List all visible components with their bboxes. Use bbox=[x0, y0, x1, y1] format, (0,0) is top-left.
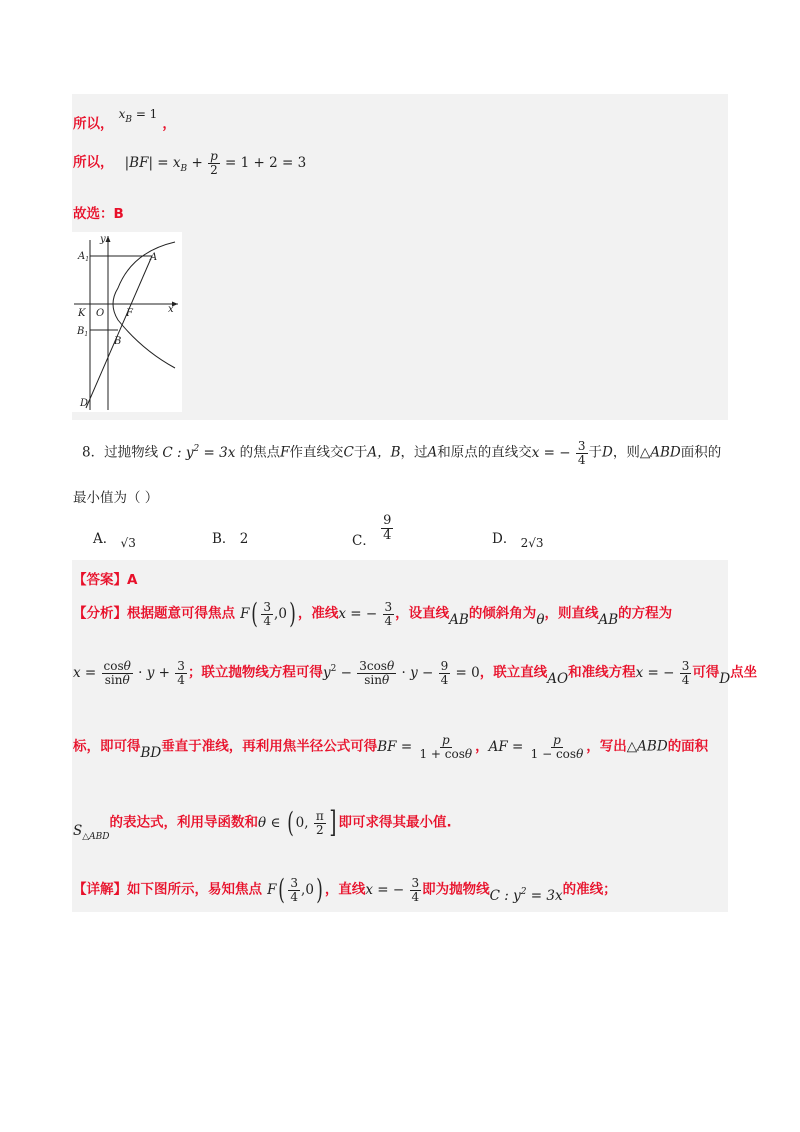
analysis-line-2 bbox=[73, 660, 757, 686]
choice-text: 故选：B bbox=[73, 206, 124, 222]
analysis-t15: 的面积 bbox=[667, 738, 709, 755]
label-y: y bbox=[100, 234, 106, 245]
analysis-t1: 根据题意可得焦点 bbox=[127, 605, 235, 622]
ab-symbol-2: AB bbox=[598, 611, 619, 628]
analysis-t16: 的表达式，利用导函数和 bbox=[109, 814, 259, 831]
so-label: 所以， bbox=[73, 116, 114, 132]
bf-formula: BF = $\frac{p}{1 + \cos\theta}$ bbox=[377, 733, 473, 761]
label-b: B bbox=[114, 336, 122, 347]
option-c-label: C． bbox=[352, 532, 376, 549]
triangle-abd-2: △ABD bbox=[626, 738, 668, 755]
directrix-eq-2: x = − $\frac{3}{4}$ bbox=[635, 659, 690, 687]
analysis-t5: ，则直线 bbox=[544, 605, 599, 622]
label-a1: $A_1$ bbox=[78, 251, 90, 263]
option-a[interactable] bbox=[93, 527, 136, 550]
question-number: 8． bbox=[82, 444, 105, 461]
points-ab: A，B bbox=[367, 444, 401, 461]
point-d: D bbox=[602, 444, 613, 461]
d-symbol: D bbox=[719, 670, 731, 687]
solution-line-2 bbox=[73, 150, 306, 176]
detail-line bbox=[73, 873, 617, 906]
focus-coords-2: F( $\frac{3}{4}$ ,0) bbox=[267, 873, 323, 906]
comma-sep: ， bbox=[475, 738, 489, 755]
parabola-eq-2: C : y2 = 3x bbox=[489, 886, 563, 904]
question-text-e: ，过 bbox=[400, 444, 428, 461]
option-c-den: 4 bbox=[383, 527, 392, 543]
analysis-t6: 的方程为 bbox=[618, 605, 673, 622]
bf-equation: $|BF| = x_B$ + $\frac{p}{2}$ = 1 + 2 = 3 bbox=[124, 149, 307, 177]
comma: ， bbox=[162, 116, 176, 132]
analysis-t3: ，设直线 bbox=[395, 605, 450, 622]
option-c-value bbox=[381, 514, 393, 542]
theta-symbol: θ bbox=[536, 611, 545, 628]
detail-t4: 的准线； bbox=[562, 881, 617, 898]
answer-tag: 【答案】 bbox=[73, 572, 127, 588]
directrix-eq-3: x = − $\frac{3}{4}$ bbox=[365, 875, 420, 904]
analysis-t9: 和准线方程 bbox=[568, 664, 636, 681]
question-text-h: ，则 bbox=[612, 444, 640, 461]
question-text-b: 的焦点 bbox=[239, 444, 281, 461]
option-b-label: B． bbox=[212, 531, 236, 547]
question-text-g: 于 bbox=[588, 444, 603, 461]
analysis-t10: 可得 bbox=[692, 664, 720, 681]
analysis-t2: ，准线 bbox=[297, 605, 339, 622]
detail-t2: ，直线 bbox=[324, 881, 366, 898]
bd-symbol: BD bbox=[140, 744, 162, 761]
parabola-figure bbox=[72, 232, 182, 412]
quadratic-eq: $y^2$ − $\frac{3\cos\theta}{\sin\theta}$ · y − $\frac{9}{4}$ = 0 bbox=[322, 659, 480, 687]
detail-tag: 【详解】 bbox=[73, 881, 127, 898]
option-c[interactable] bbox=[352, 513, 394, 549]
option-b[interactable] bbox=[212, 527, 248, 547]
af-formula: AF = $\frac{p}{1 - \cos\theta}$ bbox=[488, 733, 584, 761]
option-a-value: √3 bbox=[120, 536, 136, 550]
label-x: x bbox=[168, 304, 174, 315]
analysis-line-4 bbox=[73, 805, 452, 842]
question-line-2: 最小值为（ ） bbox=[73, 490, 159, 506]
option-b-value: 2 bbox=[239, 531, 249, 547]
label-k: K bbox=[78, 308, 86, 319]
question-text-i: 面积的 bbox=[680, 444, 722, 461]
so-label: 所以， bbox=[73, 154, 114, 171]
parabola-eq: C : $y^2 = 3x$ bbox=[158, 443, 240, 461]
analysis-t4: 的倾斜角为 bbox=[468, 605, 537, 622]
detail-t3: 即为抛物线 bbox=[422, 881, 490, 898]
line-equation: x = − $\frac{3}{4}$ bbox=[531, 439, 586, 467]
point-a: A bbox=[427, 444, 438, 461]
question-line-1 bbox=[82, 440, 721, 466]
analysis-t7: ；联立抛物线方程可得 bbox=[187, 664, 323, 681]
focus-coords: F( $\frac{3}{4}$ ,0) bbox=[240, 597, 296, 630]
label-f: F bbox=[126, 308, 133, 319]
triangle-abd: △ABD bbox=[639, 444, 681, 461]
label-b1: $B_1$ bbox=[77, 326, 89, 338]
question-text-a: 过抛物线 bbox=[104, 444, 159, 461]
analysis-line-1 bbox=[73, 597, 673, 630]
question-text-d: 于 bbox=[353, 444, 368, 461]
curve-symbol: C bbox=[343, 444, 354, 461]
focus-symbol: F bbox=[280, 444, 290, 461]
label-d: D bbox=[80, 398, 89, 409]
option-d-label: D． bbox=[492, 531, 517, 547]
option-d[interactable] bbox=[492, 527, 544, 550]
analysis-t8: ，联立直线 bbox=[479, 664, 548, 681]
analysis-tag: 【分析】 bbox=[73, 605, 127, 622]
label-a: A bbox=[150, 252, 158, 263]
xb-equation: $x_B = 1$ bbox=[118, 107, 158, 125]
theta-range: θ ∈ ( 0, $\frac{\pi}{2}$ ] bbox=[258, 805, 337, 840]
answer-line bbox=[73, 568, 137, 588]
analysis-line-3 bbox=[73, 734, 708, 760]
analysis-t11: 点坐 bbox=[730, 664, 758, 681]
ab-symbol: AB bbox=[449, 611, 469, 628]
analysis-t13: 垂直于准线，再利用焦半径公式可得 bbox=[161, 738, 378, 755]
solution-line-1 bbox=[73, 104, 176, 132]
directrix-eq: x = − $\frac{3}{4}$ bbox=[338, 599, 393, 628]
question-text-f: 和原点的直线交 bbox=[437, 444, 532, 461]
detail-t1: 如下图所示，易知焦点 bbox=[127, 881, 262, 898]
ao-symbol: AO bbox=[547, 670, 569, 687]
line-ab-eq: x = $\frac{\cos\theta}{\sin\theta}$ · y + $\frac{3}{4}$ bbox=[73, 659, 185, 687]
option-d-value: 2√3 bbox=[520, 536, 544, 550]
question-text-c: 作直线交 bbox=[289, 444, 344, 461]
label-o: O bbox=[96, 308, 105, 319]
option-c-num: 9 bbox=[383, 513, 392, 528]
area-symbol: S△ABD bbox=[73, 822, 110, 842]
analysis-t17: 即可求得其最小值. bbox=[338, 814, 452, 831]
analysis-t14: ，写出 bbox=[586, 738, 627, 755]
answer-value: A bbox=[127, 572, 138, 588]
analysis-t12: 标，即可得 bbox=[73, 738, 141, 755]
option-a-label: A． bbox=[93, 531, 117, 547]
